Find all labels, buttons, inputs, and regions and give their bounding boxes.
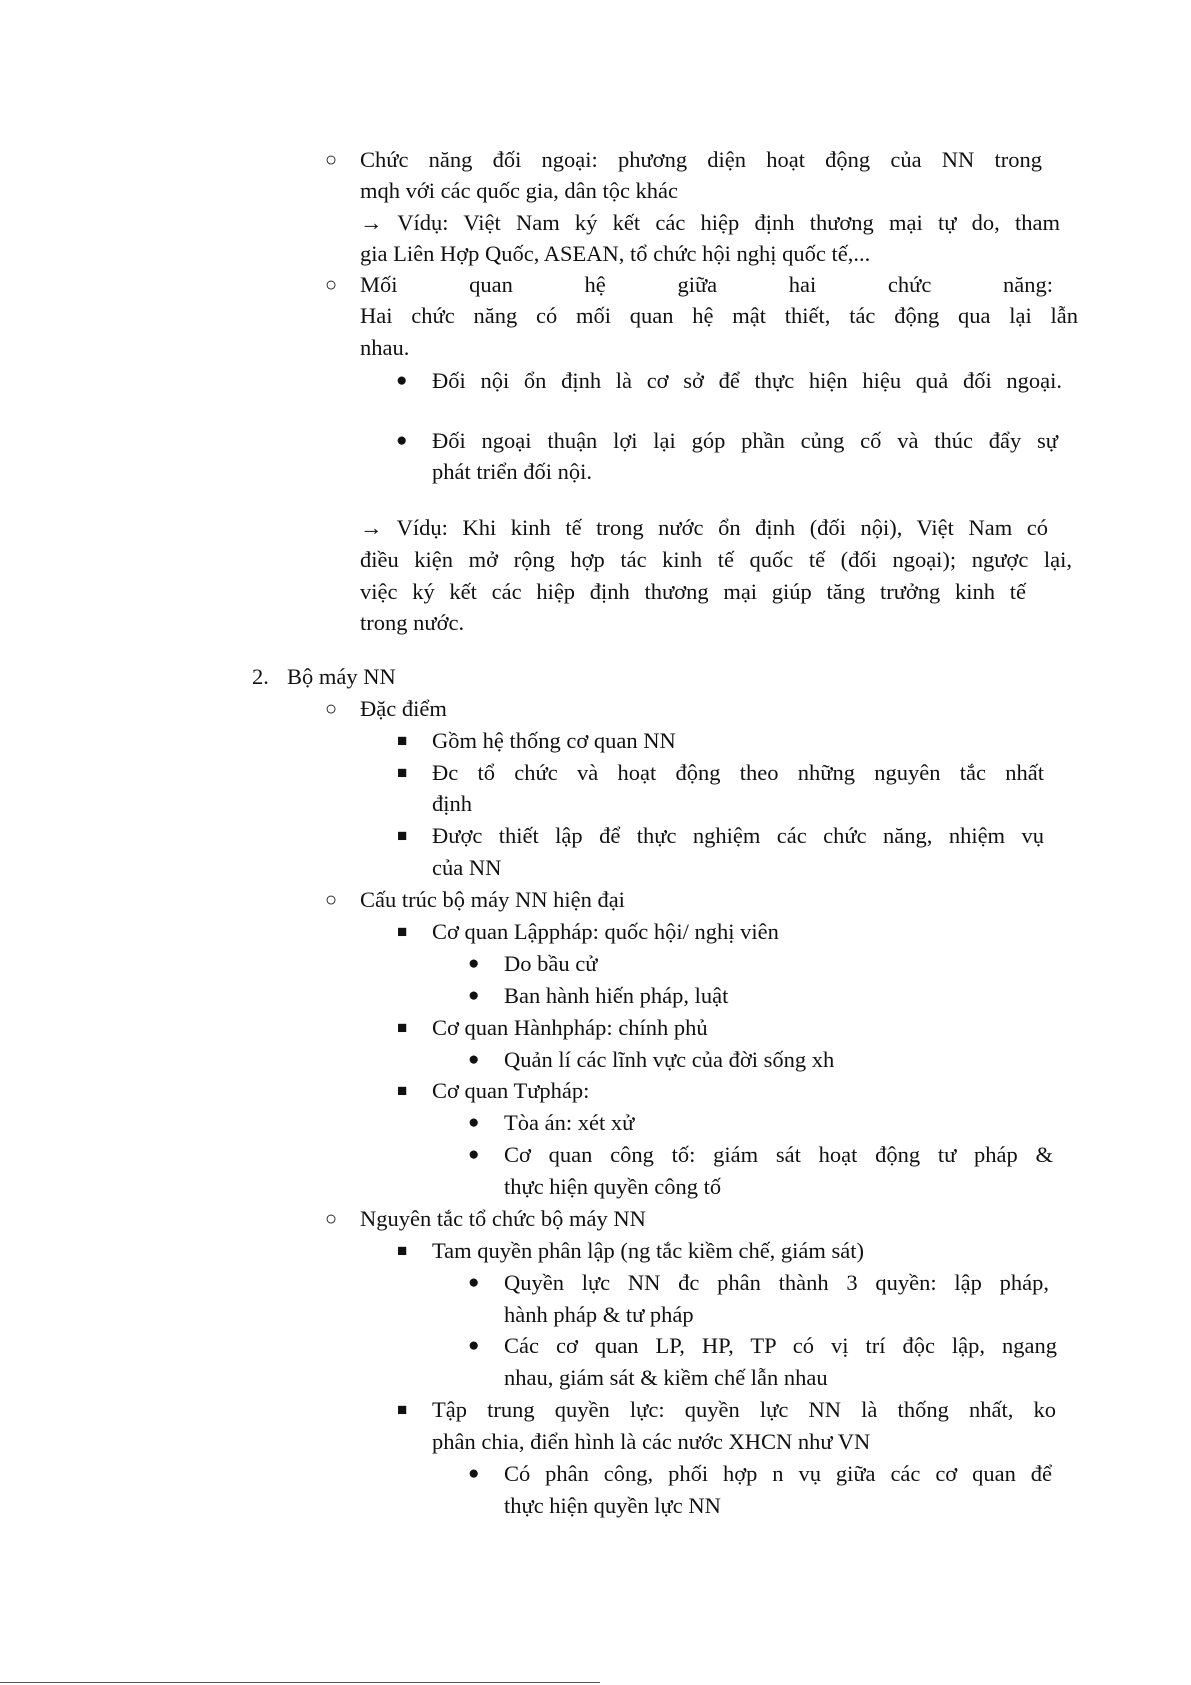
circle-bullet-icon: ○ (325, 1208, 338, 1230)
text-line: mqh với các quốc gia, dân tộc khác (360, 178, 679, 203)
text-line: Tam quyền phân lập (ng tắc kiềm chế, giám sát) (432, 1238, 865, 1263)
text-line: Cơ quan Hànhpháp: chính phủ (432, 1015, 708, 1040)
dot-bullet-icon: ● (468, 1112, 480, 1133)
section-title: Bộ máy NN (287, 664, 396, 689)
dot-bullet-icon: ● (468, 1049, 480, 1070)
text-line: Có phân công, phối hợp n vụ giữa các cơ quan để (504, 1461, 1052, 1486)
circle-bullet-icon: ○ (325, 698, 338, 720)
text-line: thực hiện quyền công tố (504, 1174, 722, 1199)
subsection-title: Đặc điểm (360, 696, 447, 721)
text-line: Tập trung quyền lực: quyền lực NN là thống nhất, ko (432, 1397, 1056, 1422)
square-bullet-icon: ■ (397, 731, 408, 750)
text-line: Hai chức năng có mối quan hệ mật thiết, tác động qua lại lẫn (360, 303, 1078, 328)
text-line: Chức năng đối ngoại: phương diện hoạt động của NN trong (360, 147, 1042, 172)
dot-bullet-icon: ● (468, 1335, 480, 1356)
square-bullet-icon: ■ (397, 1400, 408, 1419)
text-line: Gồm hệ thống cơ quan NN (432, 728, 676, 753)
square-bullet-icon: ■ (397, 826, 408, 845)
circle-bullet-icon: ○ (325, 149, 338, 171)
text-line: Mối quan hệ giữa hai chức năng: (360, 272, 1053, 297)
dot-bullet-icon: ● (468, 1272, 480, 1293)
text-line: Các cơ quan LP, HP, TP có vị trí độc lập, ngang (504, 1333, 1057, 1358)
dot-bullet-icon: ● (396, 370, 408, 391)
square-bullet-icon: ■ (397, 1241, 408, 1260)
text-line: của NN (432, 855, 502, 880)
text-line: điều kiện mở rộng hợp tác kinh tế quốc tế (đối ngoại); ngược lại, (360, 547, 1072, 572)
dot-bullet-icon: ● (468, 1463, 480, 1484)
circle-bullet-icon: ○ (325, 889, 338, 911)
dot-bullet-icon: ● (396, 430, 408, 451)
text-line: Cơ quan công tố: giám sát hoạt động tư pháp & (504, 1142, 1053, 1167)
text-line: Cơ quan Lậppháp: quốc hội/ nghị viên (432, 919, 779, 944)
circle-bullet-icon: ○ (325, 274, 338, 296)
text-line: Tòa án: xét xử (504, 1110, 635, 1135)
text-line: việc ký kết các hiệp định thương mại giúp tăng trưởng kinh tế (360, 579, 1026, 604)
text-line: trong nước. (360, 610, 465, 635)
text-line: Quyền lực NN đc phân thành 3 quyền: lập pháp, (504, 1270, 1049, 1295)
text-line: Ban hành hiến pháp, luật (504, 983, 729, 1008)
square-bullet-icon: ■ (397, 1081, 408, 1100)
dot-bullet-icon: ● (468, 1144, 480, 1165)
text-line: nhau. (360, 335, 410, 360)
text-line: hành pháp & tư pháp (504, 1302, 694, 1327)
subsection-title: Nguyên tắc tổ chức bộ máy NN (360, 1206, 646, 1231)
text-line: Đối ngoại thuận lợi lại góp phần củng cố và thúc đẩy sự (432, 428, 1058, 453)
page-footer-rule (0, 1682, 600, 1683)
text-line: Đối nội ổn định là cơ sở để thực hiện hiệu quả đối ngoại. (432, 368, 1062, 393)
square-bullet-icon: ■ (397, 1018, 408, 1037)
text-line: Đc tổ chức và hoạt động theo những nguyên tắc nhất (432, 760, 1044, 785)
text-line: Cơ quan Tưpháp: (432, 1078, 590, 1103)
text-line: thực hiện quyền lực NN (504, 1493, 721, 1518)
text-line: Quản lí các lĩnh vực của đời sống xh (504, 1047, 835, 1072)
square-bullet-icon: ■ (397, 763, 408, 782)
square-bullet-icon: ■ (397, 922, 408, 941)
dot-bullet-icon: ● (468, 985, 480, 1006)
text-line: phân chia, điển hình là các nước XHCN như VN (432, 1429, 871, 1454)
text-line: nhau, giám sát & kiềm chế lẫn nhau (504, 1365, 828, 1390)
dot-bullet-icon: ● (468, 953, 480, 974)
text-line: phát triển đối nội. (432, 459, 592, 484)
text-line: gia Liên Hợp Quốc, ASEAN, tổ chức hội nghị quốc tế,... (360, 241, 871, 266)
text-line: → Vídụ: Khi kinh tế trong nước ổn định (đối nội), Việt Nam có (360, 515, 1048, 540)
section-number: 2. (252, 664, 269, 689)
text-line: Được thiết lập để thực nghiệm các chức năng, nhiệm vụ (432, 823, 1044, 848)
text-line: Do bầu cử (504, 951, 598, 976)
text-line: → Vídụ: Việt Nam ký kết các hiệp định thương mại tự do, tham (360, 210, 1060, 235)
subsection-title: Cấu trúc bộ máy NN hiện đại (360, 887, 625, 912)
text-line: định (432, 791, 473, 816)
